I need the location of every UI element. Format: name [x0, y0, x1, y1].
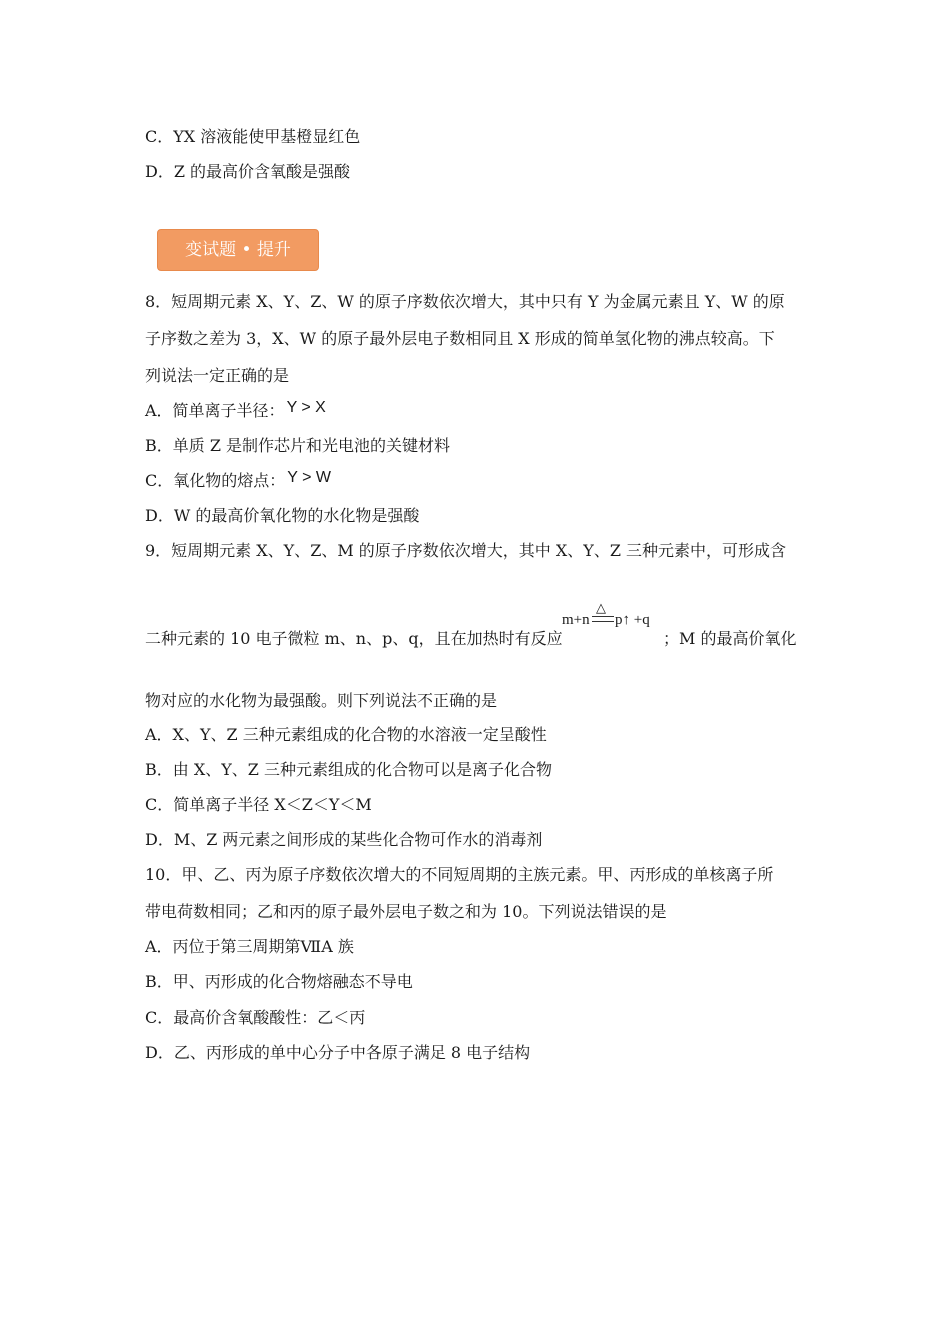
question-9-option-d: D．M、Z 两元素之间形成的某些化合物可作水的消毒剂 [145, 830, 543, 849]
reaction-equation [562, 600, 672, 636]
option-c-previous: C．YX 溶液能使甲基橙显红色 [145, 127, 361, 146]
option-a-formula: Y > X [286, 399, 326, 416]
question-8-option-c [145, 471, 331, 492]
reaction-reactants: m+n [562, 612, 590, 628]
question-8-line-1: 8．短周期元素 X、Y、Z、W 的原子序数依次增大，其中只有 Y 为金属元素且 Y、W 的原 [145, 292, 785, 311]
question-8-line-3: 列说法一定正确的是 [145, 366, 290, 385]
question-9-option-c: C．简单离子半径 X＜Z＜Y＜M [145, 795, 372, 814]
option-c-formula: Y > W [287, 469, 331, 486]
question-8-option-a [145, 401, 326, 422]
equals-sign [592, 616, 614, 622]
question-9-line-2-suffix: ；M 的最高价氧化 [663, 629, 797, 648]
question-10-line-1: 10．甲、乙、丙为原子序数依次增大的不同短周期的主族元素。甲、丙形成的单核离子所 [145, 865, 774, 884]
question-9-line-3: 物对应的水化物为最强酸。则下列说法不正确的是 [145, 691, 498, 710]
question-10-option-d: D．乙、丙形成的单中心分子中各原子满足 8 电子结构 [145, 1043, 531, 1062]
question-8-option-b: B．单质 Z 是制作芯片和光电池的关键材料 [145, 436, 451, 455]
question-10-line-2: 带电荷数相同；乙和丙的原子最外层电子数之和为 10。下列说法错误的是 [145, 902, 667, 921]
option-a-text: A．简单离子半径： [145, 401, 285, 420]
heating-symbol: △ [596, 600, 606, 615]
option-c-text: C．氧化物的熔点： [145, 471, 286, 490]
question-9-option-a: A．X、Y、Z 三种元素组成的化合物的水溶液一定呈酸性 [145, 725, 547, 744]
question-9-option-b: B．由 X、Y、Z 三种元素组成的化合物可以是离子化合物 [145, 760, 553, 779]
question-9-line-1: 9．短周期元素 X、Y、Z、M 的原子序数依次增大，其中 X、Y、Z 三种元素中，可形成含 [145, 541, 787, 560]
option-d-previous: D．Z 的最高价含氧酸是强酸 [145, 162, 351, 181]
question-10-option-a: A．丙位于第三周期第ⅦA 族 [145, 937, 354, 956]
question-9-line-2-prefix: 二种元素的 10 电子微粒 m、n、p、q，且在加热时有反应 [145, 629, 563, 648]
question-8-line-2: 子序数之差为 3，X、W 的原子最外层电子数相同且 X 形成的简单氢化物的沸点较高。下 [145, 329, 775, 348]
question-8-option-d: D．W 的最高价氧化物的水化物是强酸 [145, 506, 420, 525]
question-10-option-b: B．甲、丙形成的化合物熔融态不导电 [145, 972, 413, 991]
question-10-option-c: C．最高价含氧酸酸性：乙＜丙 [145, 1008, 366, 1027]
reaction-products: p↑ +q [615, 612, 650, 628]
section-badge: 变试题 • 提升 [157, 229, 319, 271]
